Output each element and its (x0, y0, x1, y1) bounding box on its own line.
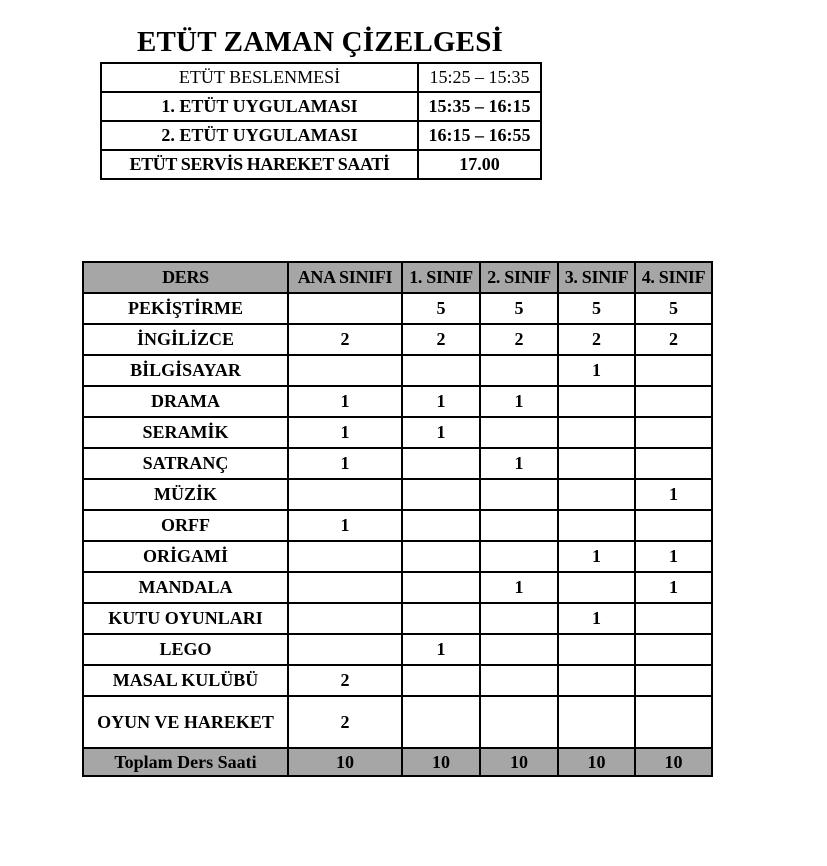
hours-cell: 2 (558, 324, 635, 355)
hours-cell: 1 (480, 448, 558, 479)
hours-cell (558, 696, 635, 748)
hours-cell (635, 634, 712, 665)
course-name: KUTU OYUNLARI (83, 603, 288, 634)
hours-cell (480, 479, 558, 510)
course-name: PEKİŞTİRME (83, 293, 288, 324)
hours-cell: 1 (402, 634, 480, 665)
hours-cell: 1 (558, 355, 635, 386)
course-name: ORFF (83, 510, 288, 541)
hours-cell: 1 (635, 572, 712, 603)
hours-cell (635, 696, 712, 748)
course-name: DRAMA (83, 386, 288, 417)
hours-cell: 1 (635, 541, 712, 572)
hours-cell (558, 448, 635, 479)
column-header: 1. SINIF (402, 262, 480, 293)
hours-cell (635, 448, 712, 479)
hours-cell (558, 634, 635, 665)
hours-cell (402, 479, 480, 510)
table-row (83, 417, 712, 448)
table-row (83, 510, 712, 541)
hours-cell (480, 355, 558, 386)
table-row (83, 355, 712, 386)
hours-cell: 1 (288, 417, 402, 448)
hours-cell: 1 (402, 386, 480, 417)
hours-cell: 2 (480, 324, 558, 355)
table-row (83, 479, 712, 510)
hours-cell: 2 (402, 324, 480, 355)
schedule-table (100, 62, 542, 180)
hours-cell (402, 448, 480, 479)
hours-cell (288, 541, 402, 572)
schedule-row (101, 92, 541, 121)
course-name: MÜZİK (83, 479, 288, 510)
hours-cell (288, 293, 402, 324)
hours-cell (288, 355, 402, 386)
hours-cell (480, 665, 558, 696)
course-hours-table (82, 261, 713, 777)
schedule-time: 15:35 – 16:15 (418, 92, 541, 121)
schedule-time: 17.00 (418, 150, 541, 179)
schedule-label: 1. ETÜT UYGULAMASI (101, 92, 418, 121)
hours-cell: 1 (288, 448, 402, 479)
table-row (83, 572, 712, 603)
course-name: ORİGAMİ (83, 541, 288, 572)
schedule-row (101, 150, 541, 179)
course-name: OYUN VE HAREKET (83, 696, 288, 748)
hours-cell (635, 665, 712, 696)
table-row (83, 448, 712, 479)
table-row (83, 324, 712, 355)
column-header: 2. SINIF (480, 262, 558, 293)
table-header-row (83, 262, 712, 293)
table-row (83, 665, 712, 696)
hours-cell (288, 572, 402, 603)
hours-cell (558, 572, 635, 603)
hours-cell (558, 479, 635, 510)
hours-cell: 1 (288, 386, 402, 417)
hours-cell: 2 (288, 324, 402, 355)
schedule-time: 15:25 – 15:35 (418, 63, 541, 92)
hours-cell (480, 603, 558, 634)
hours-cell: 5 (480, 293, 558, 324)
schedule-label: ETÜT SERVİS HAREKET SAATİ (101, 150, 418, 179)
hours-cell: 1 (480, 386, 558, 417)
hours-cell (288, 479, 402, 510)
hours-cell: 2 (288, 696, 402, 748)
schedule-time: 16:15 – 16:55 (418, 121, 541, 150)
hours-cell: 1 (635, 479, 712, 510)
table-row (83, 634, 712, 665)
total-row (83, 748, 712, 776)
hours-cell: 2 (288, 665, 402, 696)
hours-cell (635, 386, 712, 417)
hours-cell (635, 417, 712, 448)
hours-cell: 5 (402, 293, 480, 324)
hours-cell (558, 386, 635, 417)
schedule-row (101, 63, 541, 92)
hours-cell: 1 (558, 603, 635, 634)
hours-cell: 1 (558, 541, 635, 572)
hours-cell (288, 634, 402, 665)
hours-cell (635, 603, 712, 634)
table-row (83, 541, 712, 572)
hours-cell (635, 355, 712, 386)
course-name: BİLGİSAYAR (83, 355, 288, 386)
hours-cell (402, 510, 480, 541)
hours-cell: 1 (288, 510, 402, 541)
course-name: SATRANÇ (83, 448, 288, 479)
table-row (83, 386, 712, 417)
hours-cell (402, 355, 480, 386)
schedule-label: 2. ETÜT UYGULAMASI (101, 121, 418, 150)
schedule-row (101, 121, 541, 150)
column-header: 4. SINIF (635, 262, 712, 293)
page-title: ETÜT ZAMAN ÇİZELGESİ (136, 26, 504, 58)
hours-cell (480, 510, 558, 541)
hours-cell: 1 (480, 572, 558, 603)
hours-cell (558, 417, 635, 448)
hours-cell: 5 (635, 293, 712, 324)
hours-cell: 5 (558, 293, 635, 324)
hours-cell (402, 572, 480, 603)
total-cell: 10 (635, 748, 712, 776)
hours-cell (402, 696, 480, 748)
table-row (83, 696, 712, 748)
total-cell: 10 (402, 748, 480, 776)
table-row (83, 603, 712, 634)
column-header: DERS (83, 262, 288, 293)
course-name: LEGO (83, 634, 288, 665)
table-row (83, 293, 712, 324)
hours-cell (480, 541, 558, 572)
total-label: Toplam Ders Saati (83, 748, 288, 776)
total-cell: 10 (558, 748, 635, 776)
total-cell: 10 (480, 748, 558, 776)
schedule-label: ETÜT BESLENMESİ (101, 63, 418, 92)
hours-cell: 1 (402, 417, 480, 448)
course-name: SERAMİK (83, 417, 288, 448)
hours-cell (635, 510, 712, 541)
hours-cell: 2 (635, 324, 712, 355)
hours-cell (480, 696, 558, 748)
hours-cell (402, 541, 480, 572)
hours-cell (402, 603, 480, 634)
course-name: MANDALA (83, 572, 288, 603)
hours-cell (558, 510, 635, 541)
hours-cell (480, 634, 558, 665)
hours-cell (480, 417, 558, 448)
hours-cell (288, 603, 402, 634)
total-cell: 10 (288, 748, 402, 776)
hours-cell (402, 665, 480, 696)
course-name: MASAL KULÜBÜ (83, 665, 288, 696)
column-header: ANA SINIFI (288, 262, 402, 293)
column-header: 3. SINIF (558, 262, 635, 293)
hours-cell (558, 665, 635, 696)
course-name: İNGİLİZCE (83, 324, 288, 355)
